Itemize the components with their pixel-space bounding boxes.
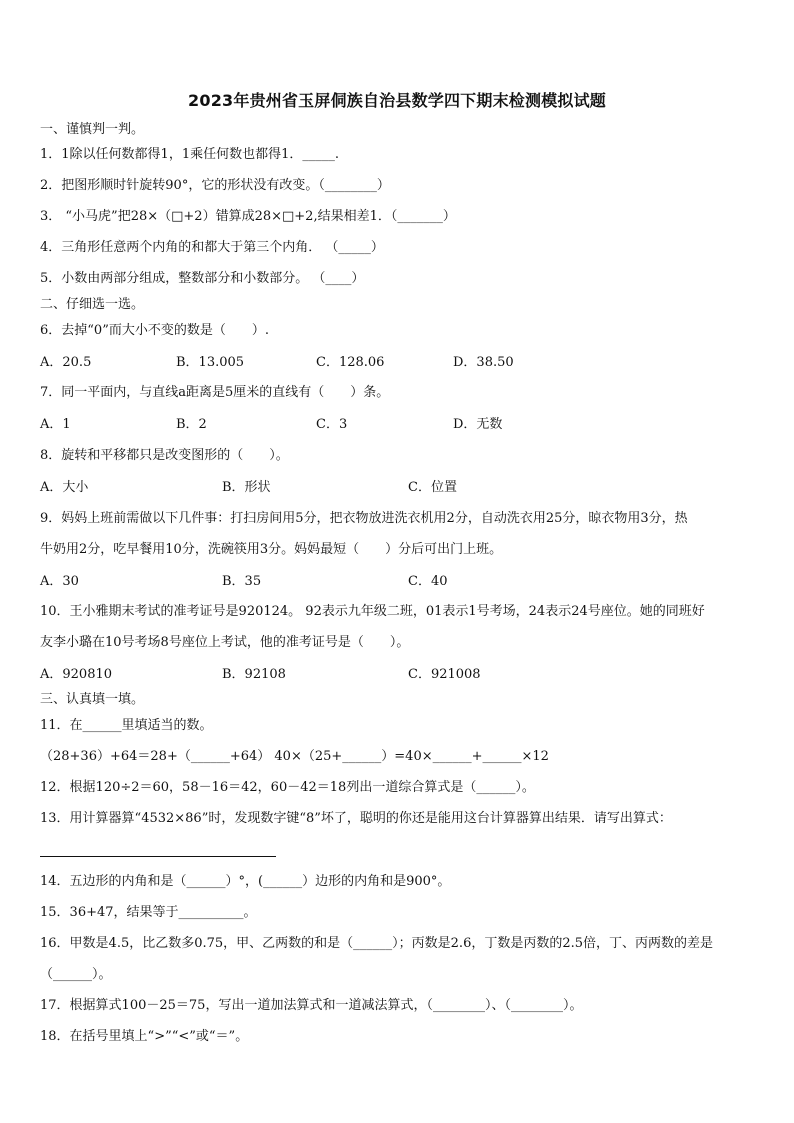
q10-option-c: C．921008 bbox=[408, 667, 481, 682]
question-12: 12．根据120÷2＝60，58－16＝42，60－42＝18列出一道综合算式是（______）。 bbox=[40, 780, 535, 795]
question-18: 18．在括号里填上“>”“<”或“＝”。 bbox=[40, 1029, 249, 1044]
question-5: 5．小数由两部分组成，整数部分和小数部分。 （____） bbox=[40, 271, 365, 286]
question-16-line-2: （______）。 bbox=[40, 967, 112, 982]
q8-option-b: B．形状 bbox=[222, 480, 271, 495]
q7-option-b: B．2 bbox=[176, 417, 207, 432]
answer-line bbox=[40, 856, 276, 857]
question-1: 1．1除以任何数都得1，1乘任何数也都得1．_____. bbox=[40, 147, 339, 162]
question-2: 2．把图形顺时针旋转90°，它的形状没有改变。（________） bbox=[40, 178, 390, 193]
question-8: 8．旋转和平移都只是改变图形的（ ）。 bbox=[40, 448, 289, 463]
question-14: 14．五边形的内角和是（______）°，(______）边形的内角和是900°。 bbox=[40, 874, 451, 889]
q10-option-b: B．92108 bbox=[222, 667, 286, 682]
q10-option-a: A．920810 bbox=[40, 667, 113, 682]
question-10-line-1: 10．王小雅期末考试的准考证号是920124。 92表示九年级二班，01表示1号考场，24表示24号座位。她的同班好 bbox=[40, 604, 705, 619]
question-11-equations: （28+36）+64＝28+（______+64） 40×（25+______）=40×______+______×12 bbox=[40, 749, 549, 764]
q9-option-c: C．40 bbox=[408, 574, 448, 589]
question-13: 13．用计算器算“4532×86”时，发现数字键“8”坏了，聪明的你还是能用这台计算器算出结果．请写出算式： bbox=[40, 811, 672, 826]
question-11: 11．在______里填适当的数。 bbox=[40, 718, 213, 733]
q9-option-a: A．30 bbox=[40, 574, 79, 589]
q6-option-b: B．13.005 bbox=[176, 355, 245, 370]
question-3: 3． “小马虎”把28×（□+2）错算成28×□+2,结果相差1．（_______） bbox=[40, 209, 456, 224]
q8-option-a: A．大小 bbox=[40, 480, 89, 495]
question-10-line-2: 友李小璐在10号考场8号座位上考试，他的准考证号是（ ）。 bbox=[40, 635, 410, 650]
section-heading-3: 三、认真填一填。 bbox=[40, 692, 145, 707]
question-15: 15．36+47，结果等于__________。 bbox=[40, 905, 257, 920]
question-9-line-2: 牛奶用2分，吃早餐用10分，洗碗筷用3分。妈妈最短（ ）分后可出门上班。 bbox=[40, 542, 503, 557]
q8-option-c: C．位置 bbox=[408, 480, 457, 495]
question-9-line-1: 9．妈妈上班前需做以下几件事：打扫房间用5分，把衣物放进洗衣机用2分，自动洗衣用25分，晾衣物用3分，热 bbox=[40, 511, 688, 526]
q6-option-c: C．128.06 bbox=[316, 355, 385, 370]
question-7: 7．同一平面内，与直线a距离是5厘米的直线有（ ）条。 bbox=[40, 385, 390, 400]
question-6: 6．去掉“0”而大小不变的数是（ ）. bbox=[40, 323, 269, 338]
q7-option-d: D．无数 bbox=[453, 417, 503, 432]
q9-option-b: B．35 bbox=[222, 574, 262, 589]
question-17: 17．根据算式100－25＝75，写出一道加法算式和一道减法算式，（________）、（________）。 bbox=[40, 998, 583, 1013]
q6-option-a: A．20.5 bbox=[40, 355, 92, 370]
question-4: 4．三角形任意两个内角的和都大于第三个内角． （_____） bbox=[40, 240, 384, 255]
question-16-line-1: 16．甲数是4.5，比乙数多0.75，甲、乙两数的和是（______）；丙数是2.6，丁数是丙数的2.5倍，丁、丙两数的差是 bbox=[40, 936, 714, 951]
q7-option-a: A．1 bbox=[40, 417, 71, 432]
q6-option-d: D．38.50 bbox=[453, 355, 514, 370]
section-heading-1: 一、谨慎判一判。 bbox=[40, 122, 145, 137]
page-title: 2023年贵州省玉屏侗族自治县数学四下期末检测模拟试题 bbox=[188, 91, 606, 110]
q7-option-c: C．3 bbox=[316, 417, 348, 432]
section-heading-2: 二、仔细选一选。 bbox=[40, 297, 145, 312]
